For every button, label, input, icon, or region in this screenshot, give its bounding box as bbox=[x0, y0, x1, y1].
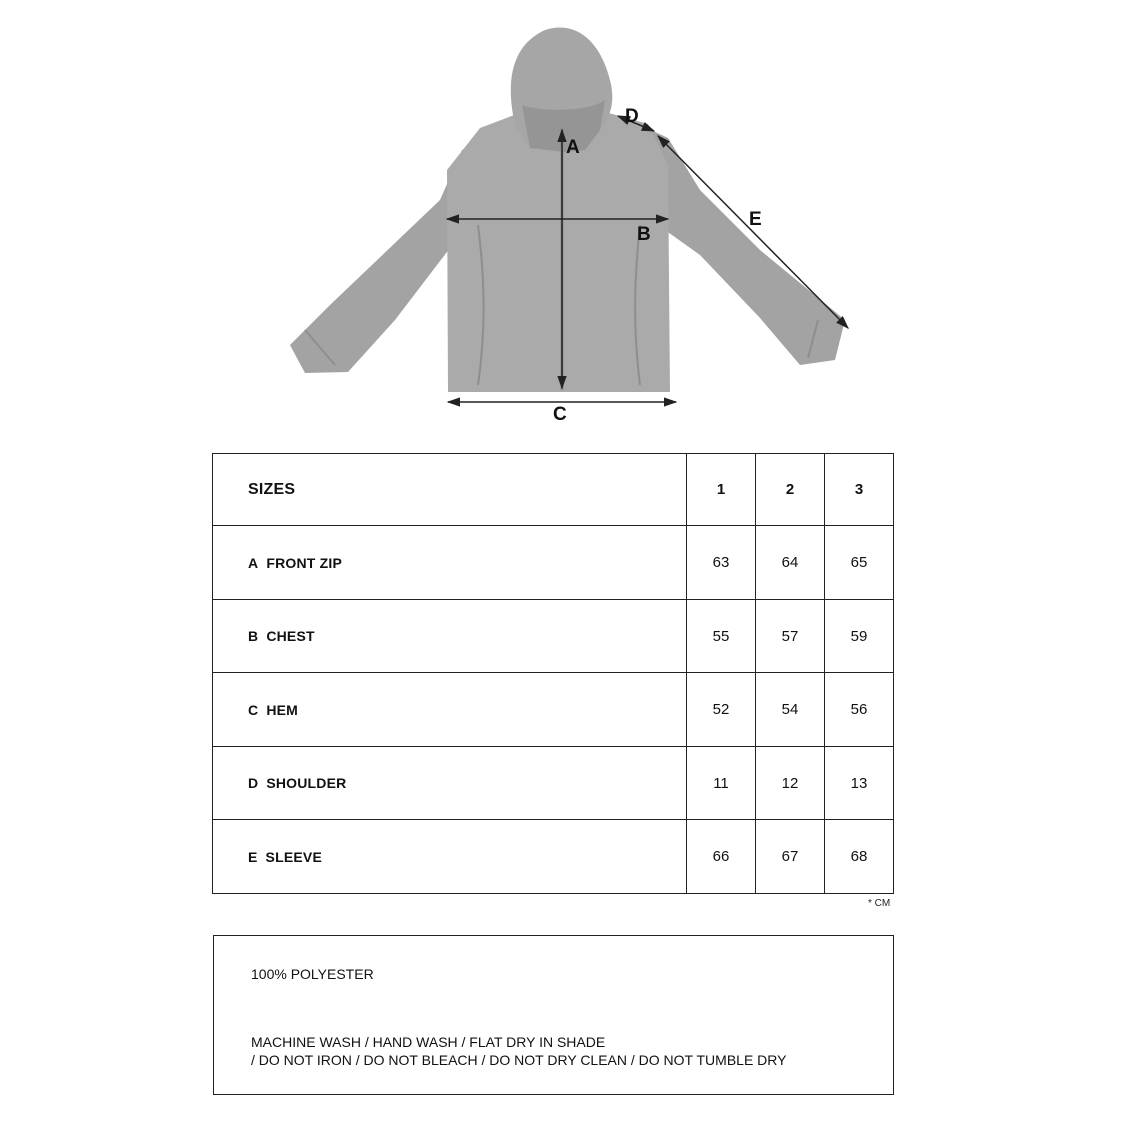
care-line-2: / DO NOT IRON / DO NOT BLEACH / DO NOT DRY CLEAN / DO NOT TUMBLE DRY bbox=[251, 1052, 787, 1068]
care-line-1: MACHINE WASH / HAND WASH / FLAT DRY IN SHADE bbox=[251, 1034, 606, 1050]
table-row-front-zip bbox=[213, 526, 894, 600]
size-2-header: 2 bbox=[756, 454, 825, 526]
label-e: E bbox=[749, 209, 762, 230]
table-cell: 57 bbox=[756, 599, 825, 673]
table-cell: 59 bbox=[825, 599, 894, 673]
table-cell: 55 bbox=[687, 599, 756, 673]
table-row-sleeve bbox=[213, 820, 894, 894]
table-cell: 67 bbox=[756, 820, 825, 894]
table-cell: 13 bbox=[825, 746, 894, 820]
table-cell: 64 bbox=[756, 526, 825, 600]
table-cell: 54 bbox=[756, 673, 825, 747]
table-cell: 52 bbox=[687, 673, 756, 747]
row-label: D SHOULDER bbox=[213, 746, 687, 820]
table-row-hem bbox=[213, 673, 894, 747]
table-cell: 12 bbox=[756, 746, 825, 820]
table-header-row bbox=[213, 454, 894, 526]
row-label: B CHEST bbox=[213, 599, 687, 673]
sizes-header: SIZES bbox=[213, 454, 687, 526]
label-b: B bbox=[637, 224, 651, 245]
table-cell: 63 bbox=[687, 526, 756, 600]
row-label: E SLEEVE bbox=[213, 820, 687, 894]
table-cell: 68 bbox=[825, 820, 894, 894]
label-d: D bbox=[625, 106, 639, 127]
size-1-header: 1 bbox=[687, 454, 756, 526]
right-sleeve bbox=[640, 125, 845, 365]
size-3-header: 3 bbox=[825, 454, 894, 526]
label-c: C bbox=[553, 404, 567, 425]
hoodie-garment bbox=[290, 27, 845, 392]
hoodie-illustration bbox=[0, 0, 1125, 440]
table-cell: 65 bbox=[825, 526, 894, 600]
care-instructions-box bbox=[213, 935, 894, 1095]
table-row-shoulder bbox=[213, 746, 894, 820]
size-chart-table bbox=[212, 453, 894, 894]
row-label: A FRONT ZIP bbox=[213, 526, 687, 600]
table-cell: 56 bbox=[825, 673, 894, 747]
row-label: C HEM bbox=[213, 673, 687, 747]
table-cell: 11 bbox=[687, 746, 756, 820]
table-cell: 66 bbox=[687, 820, 756, 894]
unit-note: * CM bbox=[868, 898, 891, 909]
material-text: 100% POLYESTER bbox=[251, 966, 374, 982]
label-a: A bbox=[566, 137, 580, 158]
table-row-chest bbox=[213, 599, 894, 673]
